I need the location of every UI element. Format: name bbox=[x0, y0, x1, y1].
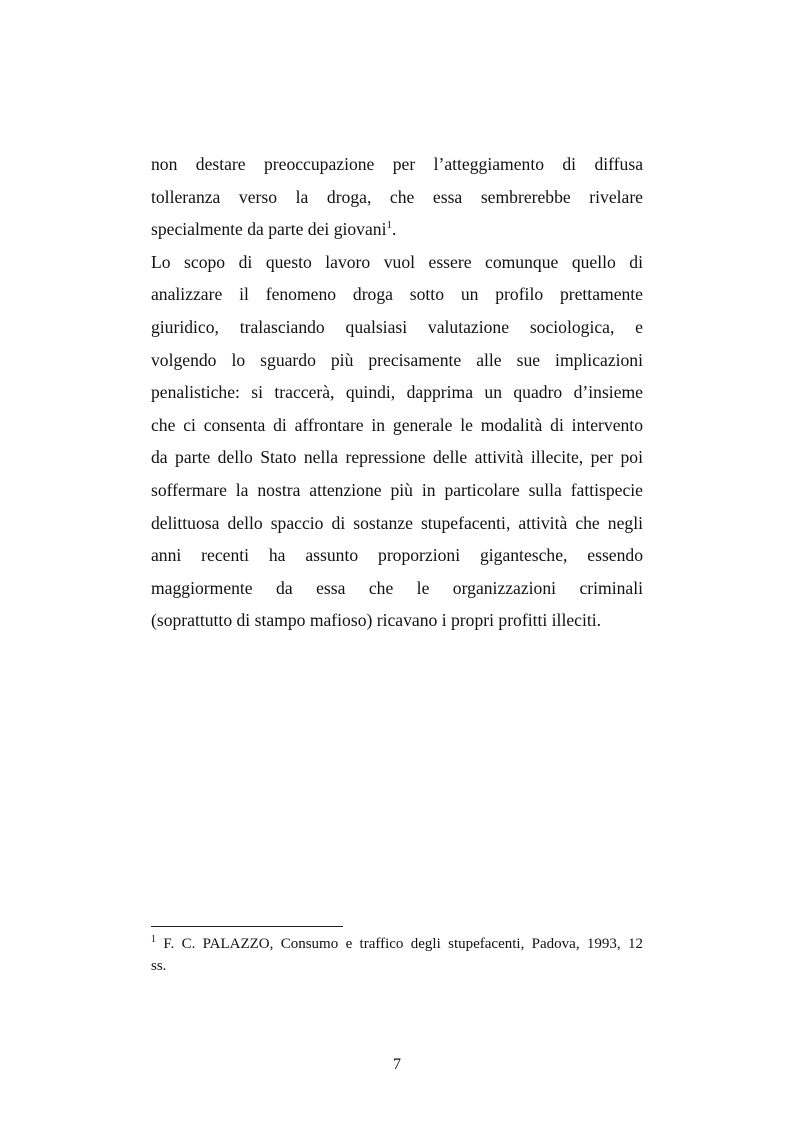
footnote-line: ss. bbox=[151, 958, 167, 974]
text-line: volgendo lo sguardo più precisamente alle sue implicazioni bbox=[151, 349, 643, 370]
text-line: Lo scopo di questo lavoro vuol essere comunque quello di bbox=[151, 251, 643, 272]
text-line-with-footnote bbox=[151, 213, 643, 246]
text-line: delittuosa dello spaccio di sostanze stupefacenti, attività che negli bbox=[151, 512, 643, 533]
footnote-reference[interactable]: 1 bbox=[386, 219, 392, 232]
text-line-period: . bbox=[391, 219, 397, 240]
footnote-separator bbox=[151, 926, 343, 927]
text-line: giuridico, tralasciando qualsiasi valutazione sociologica, e bbox=[151, 316, 643, 337]
text-line-content: specialmente da parte dei giovani bbox=[151, 219, 387, 240]
footnote-text: F. C. PALAZZO, Consumo e traffico degli stupefacenti, Padova, 1993, 12 bbox=[163, 936, 643, 952]
text-line: anni recenti ha assunto proporzioni gigantesche, essendo bbox=[151, 545, 643, 566]
text-line: maggiormente da essa che le organizzazioni criminali bbox=[151, 577, 643, 598]
text-line: da parte dello Stato nella repressione delle attività illecite, per poi bbox=[151, 447, 643, 468]
text-line: che ci consenta di affrontare in generale le modalità di intervento bbox=[151, 414, 643, 435]
text-line: non destare preoccupazione per l’atteggiamento di diffusa bbox=[151, 154, 643, 174]
body-paragraphs bbox=[151, 148, 643, 637]
text-line: analizzare il fenomeno droga sotto un profilo prettamente bbox=[151, 284, 643, 305]
footnote-line bbox=[151, 933, 643, 955]
text-line: soffermare la nostra attenzione più in particolare sulla fattispecie bbox=[151, 479, 643, 500]
text-line: tolleranza verso la droga, che essa sembrerebbe rivelare bbox=[151, 186, 643, 207]
page-number: 7 bbox=[393, 1056, 401, 1073]
text-line: penalistiche: si traccerà, quindi, dapprima un quadro d’insieme bbox=[151, 382, 643, 403]
text-line: (soprattutto di stampo mafioso) ricavano i propri profitti illeciti. bbox=[151, 610, 602, 631]
footnote-marker: 1 bbox=[151, 934, 156, 945]
footnote bbox=[151, 933, 643, 977]
